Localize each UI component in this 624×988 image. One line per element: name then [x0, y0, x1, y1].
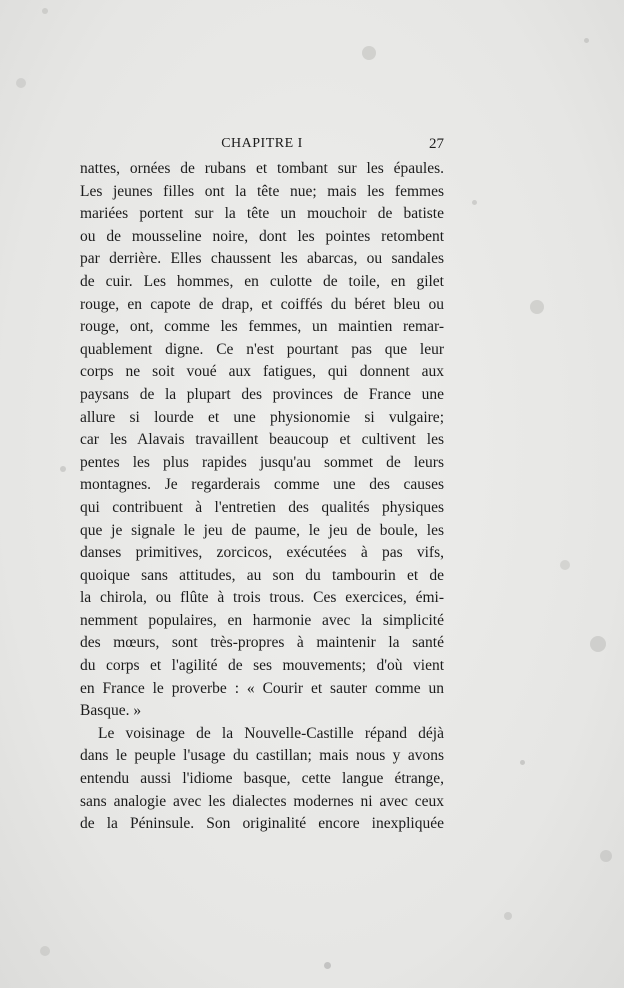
text-line: en France le proverbe : « Courir et sauter comme un: [80, 679, 444, 697]
text-line: des mœurs, sont très-propres à maintenir la santé: [80, 634, 444, 652]
text-line: pentes les plus rapides jusqu'au sommet de leurs: [80, 453, 444, 471]
text-line: quoique sans attitudes, au son du tambourin et de: [80, 566, 444, 584]
page-number: 27: [429, 136, 444, 152]
text-line: par derrière. Elles chaussent les abarcas, ou sandales: [80, 250, 444, 268]
text-line: entendu aussi l'idiome basque, cette langue étrange,: [80, 770, 444, 788]
foxing-speck: [16, 78, 26, 88]
text-line: ou de mousseline noire, dont les pointes retombent: [80, 227, 444, 245]
text-line: Les jeunes filles ont la tête nue; mais les femmes: [80, 182, 444, 200]
text-line: la chirola, ou flûte à trois trous. Ces exercices, émi-: [80, 589, 444, 607]
foxing-speck: [42, 8, 48, 14]
text-line: nattes, ornées de rubans et tombant sur les épaules.: [80, 160, 444, 177]
body-text: [80, 158, 444, 836]
text-line: rouge, en capote de drap, et coiffés du béret bleu ou: [80, 295, 444, 313]
text-line: Le voisinage de la Nouvelle-Castille répand déjà: [98, 724, 444, 742]
text-line: de la Péninsule. Son originalité encore inexpliquée: [80, 815, 444, 833]
foxing-speck: [362, 46, 376, 60]
foxing-speck: [520, 760, 525, 765]
text-line: qui contribuent à l'entretien des qualités physiques: [80, 498, 444, 516]
text-line: danses primitives, zorcicos, exécutées à pas vifs,: [80, 544, 444, 562]
text-line: quablement digne. Ce n'est pourtant pas que leur: [80, 340, 444, 358]
text-line: rouge, ont, comme les femmes, un maintien remar-: [80, 318, 444, 336]
foxing-speck: [504, 912, 512, 920]
foxing-speck: [560, 560, 570, 570]
text-line: montagnes. Je regarderais comme une des causes: [80, 476, 444, 494]
foxing-speck: [324, 962, 331, 969]
text-line: Basque. »: [80, 702, 142, 720]
text-line: de cuir. Les hommes, en culotte de toile, en gilet: [80, 272, 444, 290]
foxing-speck: [590, 636, 606, 652]
text-line: du corps et l'agilité de ses mouvements; d'où vient: [80, 657, 444, 675]
text-line: dans le peuple l'usage du castillan; mais nous y avons: [80, 747, 444, 765]
foxing-speck: [472, 200, 477, 205]
foxing-speck: [40, 946, 50, 956]
text-line: mariées portent sur la tête un mouchoir de batiste: [80, 205, 444, 223]
text-line: nemment populaires, en harmonie avec la simplicité: [80, 611, 444, 629]
text-line: car les Alavais travaillent beaucoup et cultivent les: [80, 431, 444, 449]
foxing-speck: [600, 850, 612, 862]
text-line: corps ne soit voué aux fatigues, qui donnent aux: [80, 363, 444, 381]
foxing-speck: [60, 466, 66, 472]
foxing-speck: [584, 38, 589, 43]
page-header: [80, 136, 444, 156]
foxing-speck: [530, 300, 544, 314]
text-line: allure si lourde et une physionomie si vulgaire;: [80, 408, 444, 426]
text-line: paysans de la plupart des provinces de France une: [80, 385, 444, 403]
text-line: que je signale le jeu de paume, le jeu de boule, les: [80, 521, 444, 539]
running-title: CHAPITRE I: [221, 136, 303, 151]
text-line: sans analogie avec les dialectes modernes ni avec ceux: [80, 792, 444, 810]
